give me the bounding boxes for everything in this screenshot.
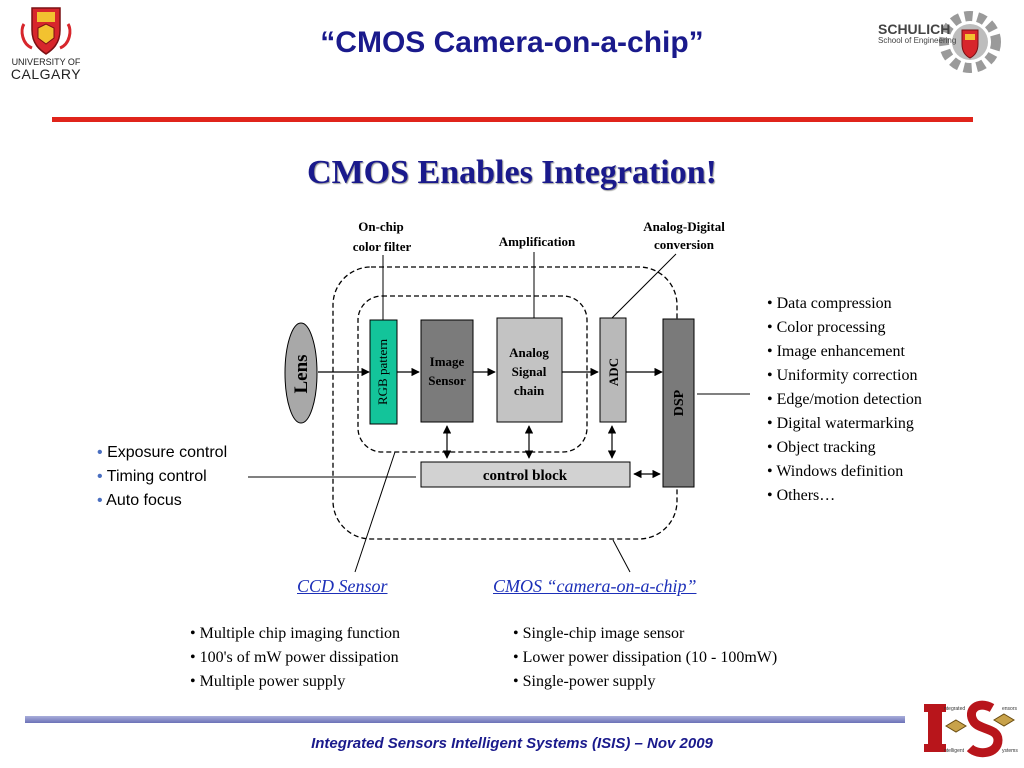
list-item: • Edge/motion detection	[767, 391, 922, 408]
ccd-sensor-link[interactable]: CCD Sensor	[297, 576, 388, 596]
list-item: • Multiple power supply	[190, 673, 346, 690]
footer-divider	[25, 716, 905, 723]
page-title: “CMOS Camera-on-a-chip”	[320, 26, 704, 59]
adc-label-pointer	[612, 254, 676, 318]
list-item	[97, 465, 227, 489]
image-sensor-block	[421, 320, 473, 422]
footer-text: Integrated Sensors Intelligent Systems (ISIS) – Nov 2009	[311, 735, 713, 752]
logo-text-line1: UNIVERSITY OF	[11, 57, 81, 67]
dsp-functions-list	[767, 292, 922, 508]
lens-label: Lens	[291, 354, 312, 394]
list-item: • Lower power dissipation (10 - 100mW)	[513, 649, 778, 666]
image-sensor-label-line2: Sensor	[428, 373, 466, 388]
isis-logo-line3: ensors	[1002, 706, 1018, 712]
isis-logo-line2: ntelligent	[944, 748, 965, 754]
rgb-pattern-label: RGB pattern	[375, 338, 390, 406]
list-item: • Color processing	[767, 319, 886, 336]
list-item: • 100's of mW power dissipation	[190, 649, 399, 666]
cmos-caption-pointer	[613, 540, 630, 572]
list-item	[97, 489, 227, 513]
main-heading: CMOS Enables Integration!	[307, 154, 717, 191]
logo-text-line1: SCHULICH	[878, 21, 951, 37]
list-item-label: Exposure control	[107, 444, 228, 461]
analog-label-line3: chain	[513, 383, 545, 398]
adc-label: ADC	[606, 357, 621, 387]
list-item-label: Timing control	[106, 468, 207, 485]
on-chip-label-line2: color filter	[352, 239, 412, 254]
amplification-label: Amplification	[498, 234, 576, 249]
dsp-label: DSP	[672, 389, 687, 417]
isis-logo-line1: ntegrated	[944, 706, 966, 712]
list-item: • Image enhancement	[767, 343, 905, 360]
bullet-icon: •	[97, 468, 103, 485]
list-item: • Uniformity correction	[767, 367, 918, 384]
ccd-features-list	[190, 622, 400, 694]
list-item	[97, 441, 227, 465]
bullet-icon: •	[97, 444, 103, 461]
ccd-caption-pointer	[355, 452, 395, 572]
analog-label-line2: Signal	[511, 364, 547, 379]
isis-logo-icon	[922, 696, 1022, 758]
list-item: • Single-chip image sensor	[513, 625, 685, 642]
list-item: • Data compression	[767, 295, 892, 312]
list-item: • Windows definition	[767, 463, 904, 480]
bullet-icon: •	[97, 492, 103, 509]
cmos-camera-on-a-chip-link[interactable]: CMOS “camera-on-a-chip”	[493, 576, 697, 596]
adc-caption-line1: Analog-Digital	[643, 219, 725, 234]
on-chip-label-line1: On-chip	[358, 219, 404, 234]
control-block-label: control block	[482, 468, 568, 484]
adc-caption-line2: conversion	[654, 237, 714, 252]
list-item: • Others…	[767, 487, 836, 504]
list-item: • Single-power supply	[513, 673, 656, 690]
list-item: • Digital watermarking	[767, 415, 914, 432]
image-sensor-label-line1: Image	[429, 354, 465, 369]
control-functions-list	[97, 441, 227, 513]
list-item-label: Auto focus	[106, 492, 182, 509]
list-item: • Object tracking	[767, 439, 876, 456]
analog-label-line1: Analog	[509, 345, 549, 360]
logo-text-line2: School of Engineering	[878, 36, 957, 45]
list-item: • Multiple chip imaging function	[190, 625, 401, 642]
logo-text-line2: CALGARY	[10, 66, 82, 82]
isis-logo	[922, 696, 1022, 758]
cmos-features-list	[513, 622, 777, 694]
isis-logo-line4: ystems	[1002, 748, 1018, 754]
